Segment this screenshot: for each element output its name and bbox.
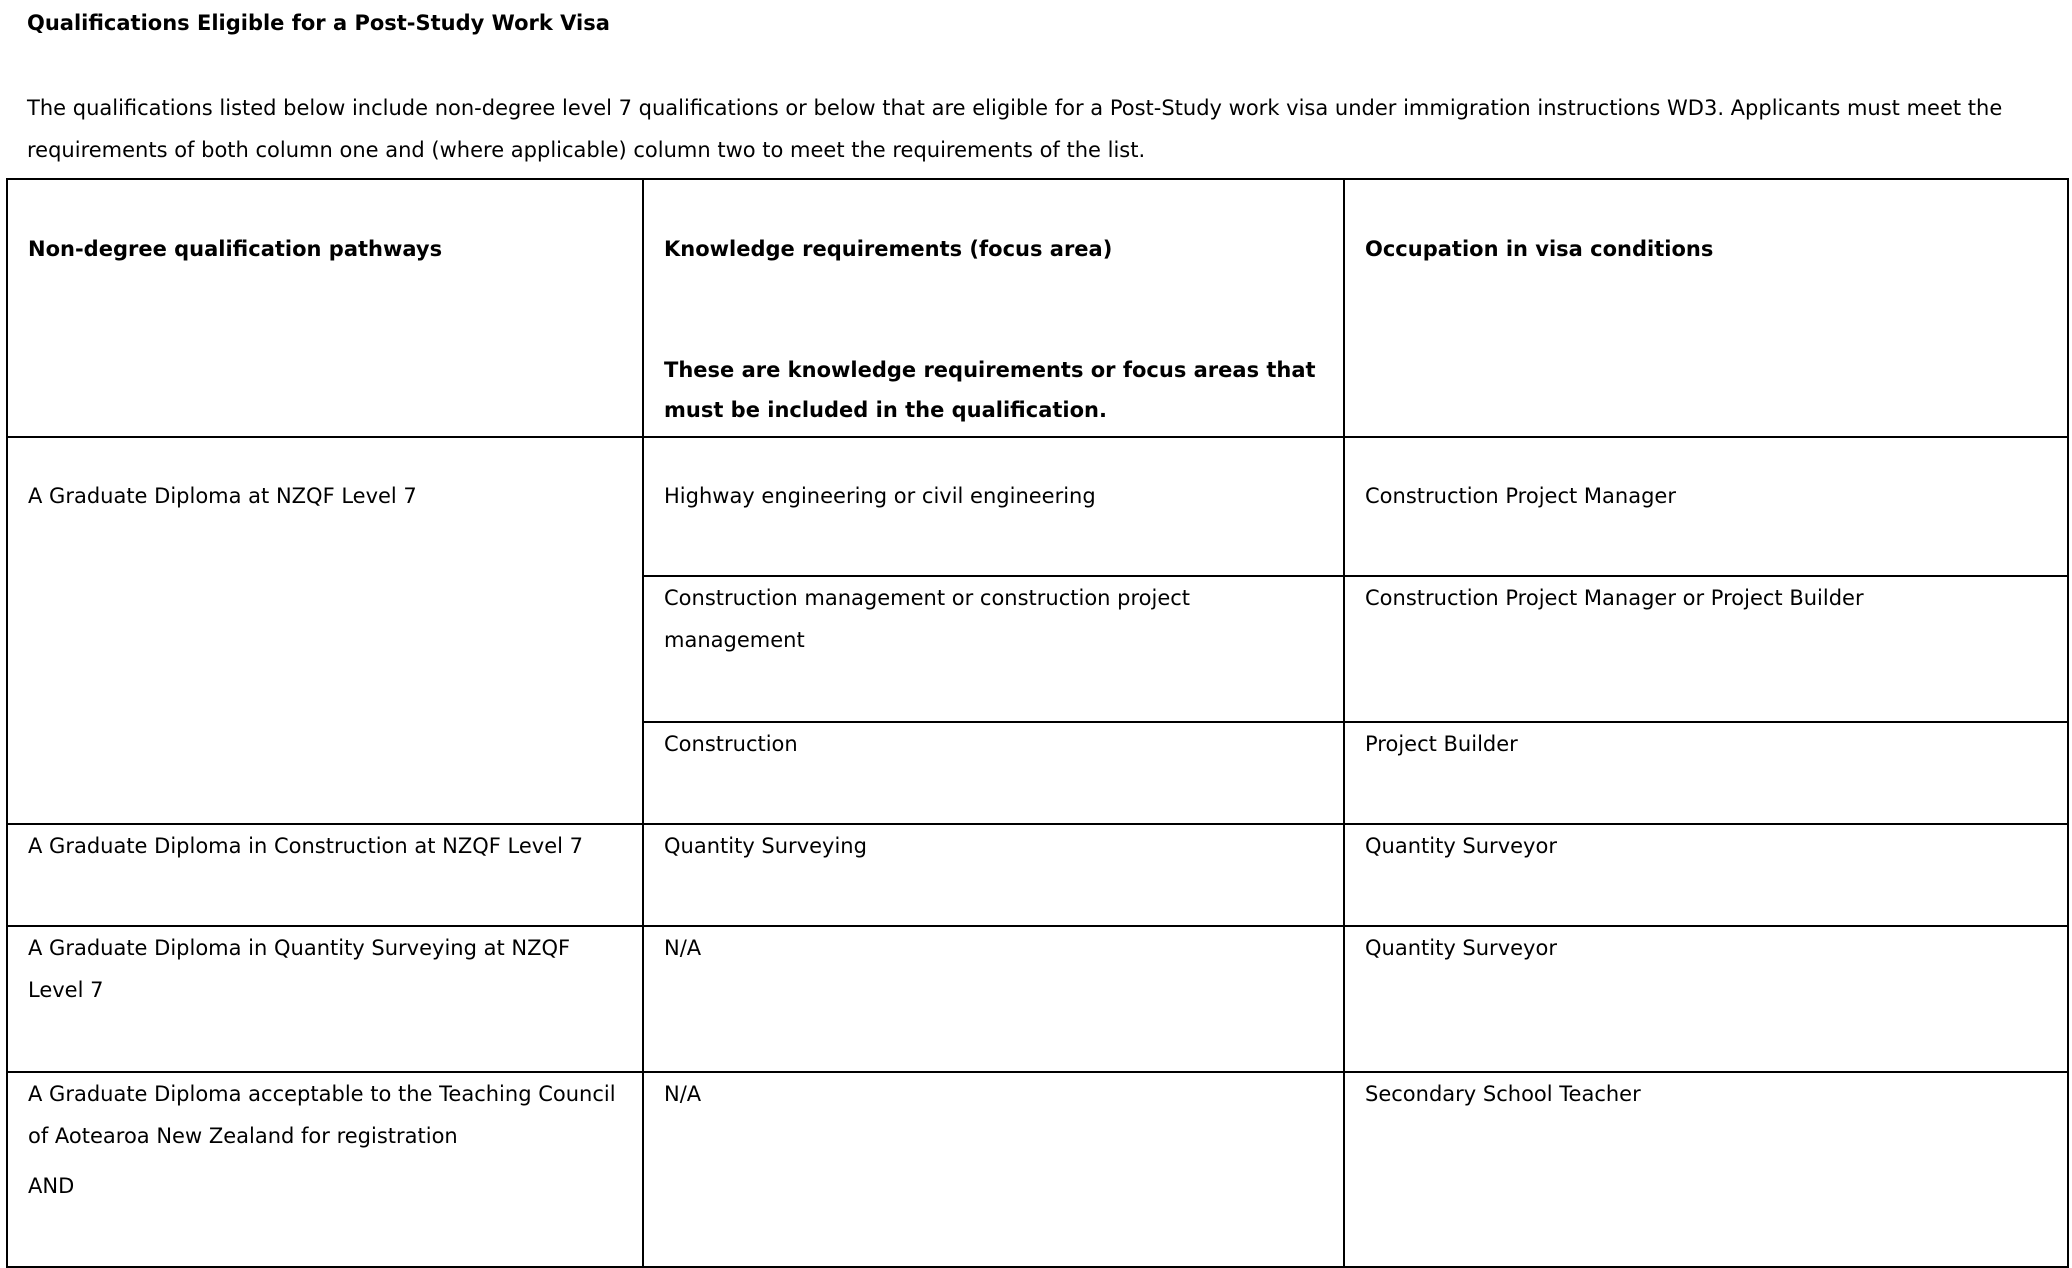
table-header-row bbox=[7, 179, 2068, 437]
cell-pathway-text: A Graduate Diploma acceptable to the Teaching Council of Aotearoa New Zealand for registration bbox=[28, 1082, 616, 1148]
cell-occupation: Quantity Surveyor bbox=[1344, 926, 2068, 1072]
cell-knowledge: N/A bbox=[643, 1072, 1344, 1267]
cell-pathway bbox=[7, 1072, 643, 1267]
cell-knowledge: Quantity Surveying bbox=[643, 824, 1344, 926]
cell-occupation: Construction Project Manager or Project Builder bbox=[1344, 576, 2068, 722]
table-row bbox=[7, 926, 2068, 1072]
cell-pathway-and: AND bbox=[28, 1174, 75, 1198]
cell-occupation: Project Builder bbox=[1344, 722, 2068, 824]
table-row bbox=[7, 437, 2068, 576]
qualifications-table bbox=[6, 178, 2069, 1268]
table-row bbox=[7, 824, 2068, 926]
table-row bbox=[7, 1072, 2068, 1267]
header-knowledge-note: These are knowledge requirements or focus areas that must be included in the qualification. bbox=[664, 358, 1316, 422]
header-occupation-label: Occupation in visa conditions bbox=[1365, 237, 1714, 261]
header-knowledge bbox=[643, 179, 1344, 437]
header-occupation bbox=[1344, 179, 2068, 437]
cell-knowledge: Construction management or construction project management bbox=[643, 576, 1344, 722]
cell-knowledge: N/A bbox=[643, 926, 1344, 1072]
header-pathway bbox=[7, 179, 643, 437]
cell-knowledge: Construction bbox=[643, 722, 1344, 824]
cell-occupation: Construction Project Manager bbox=[1344, 437, 2068, 576]
header-knowledge-label: Knowledge requirements (focus area) bbox=[664, 237, 1113, 261]
cell-occupation: Quantity Surveyor bbox=[1344, 824, 2068, 926]
header-pathway-label: Non-degree qualification pathways bbox=[28, 237, 443, 261]
cell-pathway: A Graduate Diploma in Construction at NZQF Level 7 bbox=[7, 824, 643, 926]
cell-knowledge: Highway engineering or civil engineering bbox=[643, 437, 1344, 576]
cell-pathway: A Graduate Diploma at NZQF Level 7 bbox=[7, 437, 643, 824]
intro-paragraph: The qualifications listed below include non-degree level 7 qualifications or below that are eligible for a Post-Study work visa under immigration instructions WD3. Applicants must meet the requirements of both column one and (where applicable) column two to meet the requirements of the list. bbox=[27, 96, 2003, 162]
document-title: Qualifications Eligible for a Post-Study Work Visa bbox=[27, 11, 610, 35]
cell-pathway: A Graduate Diploma in Quantity Surveying at NZQF Level 7 bbox=[7, 926, 643, 1072]
cell-occupation: Secondary School Teacher bbox=[1344, 1072, 2068, 1267]
